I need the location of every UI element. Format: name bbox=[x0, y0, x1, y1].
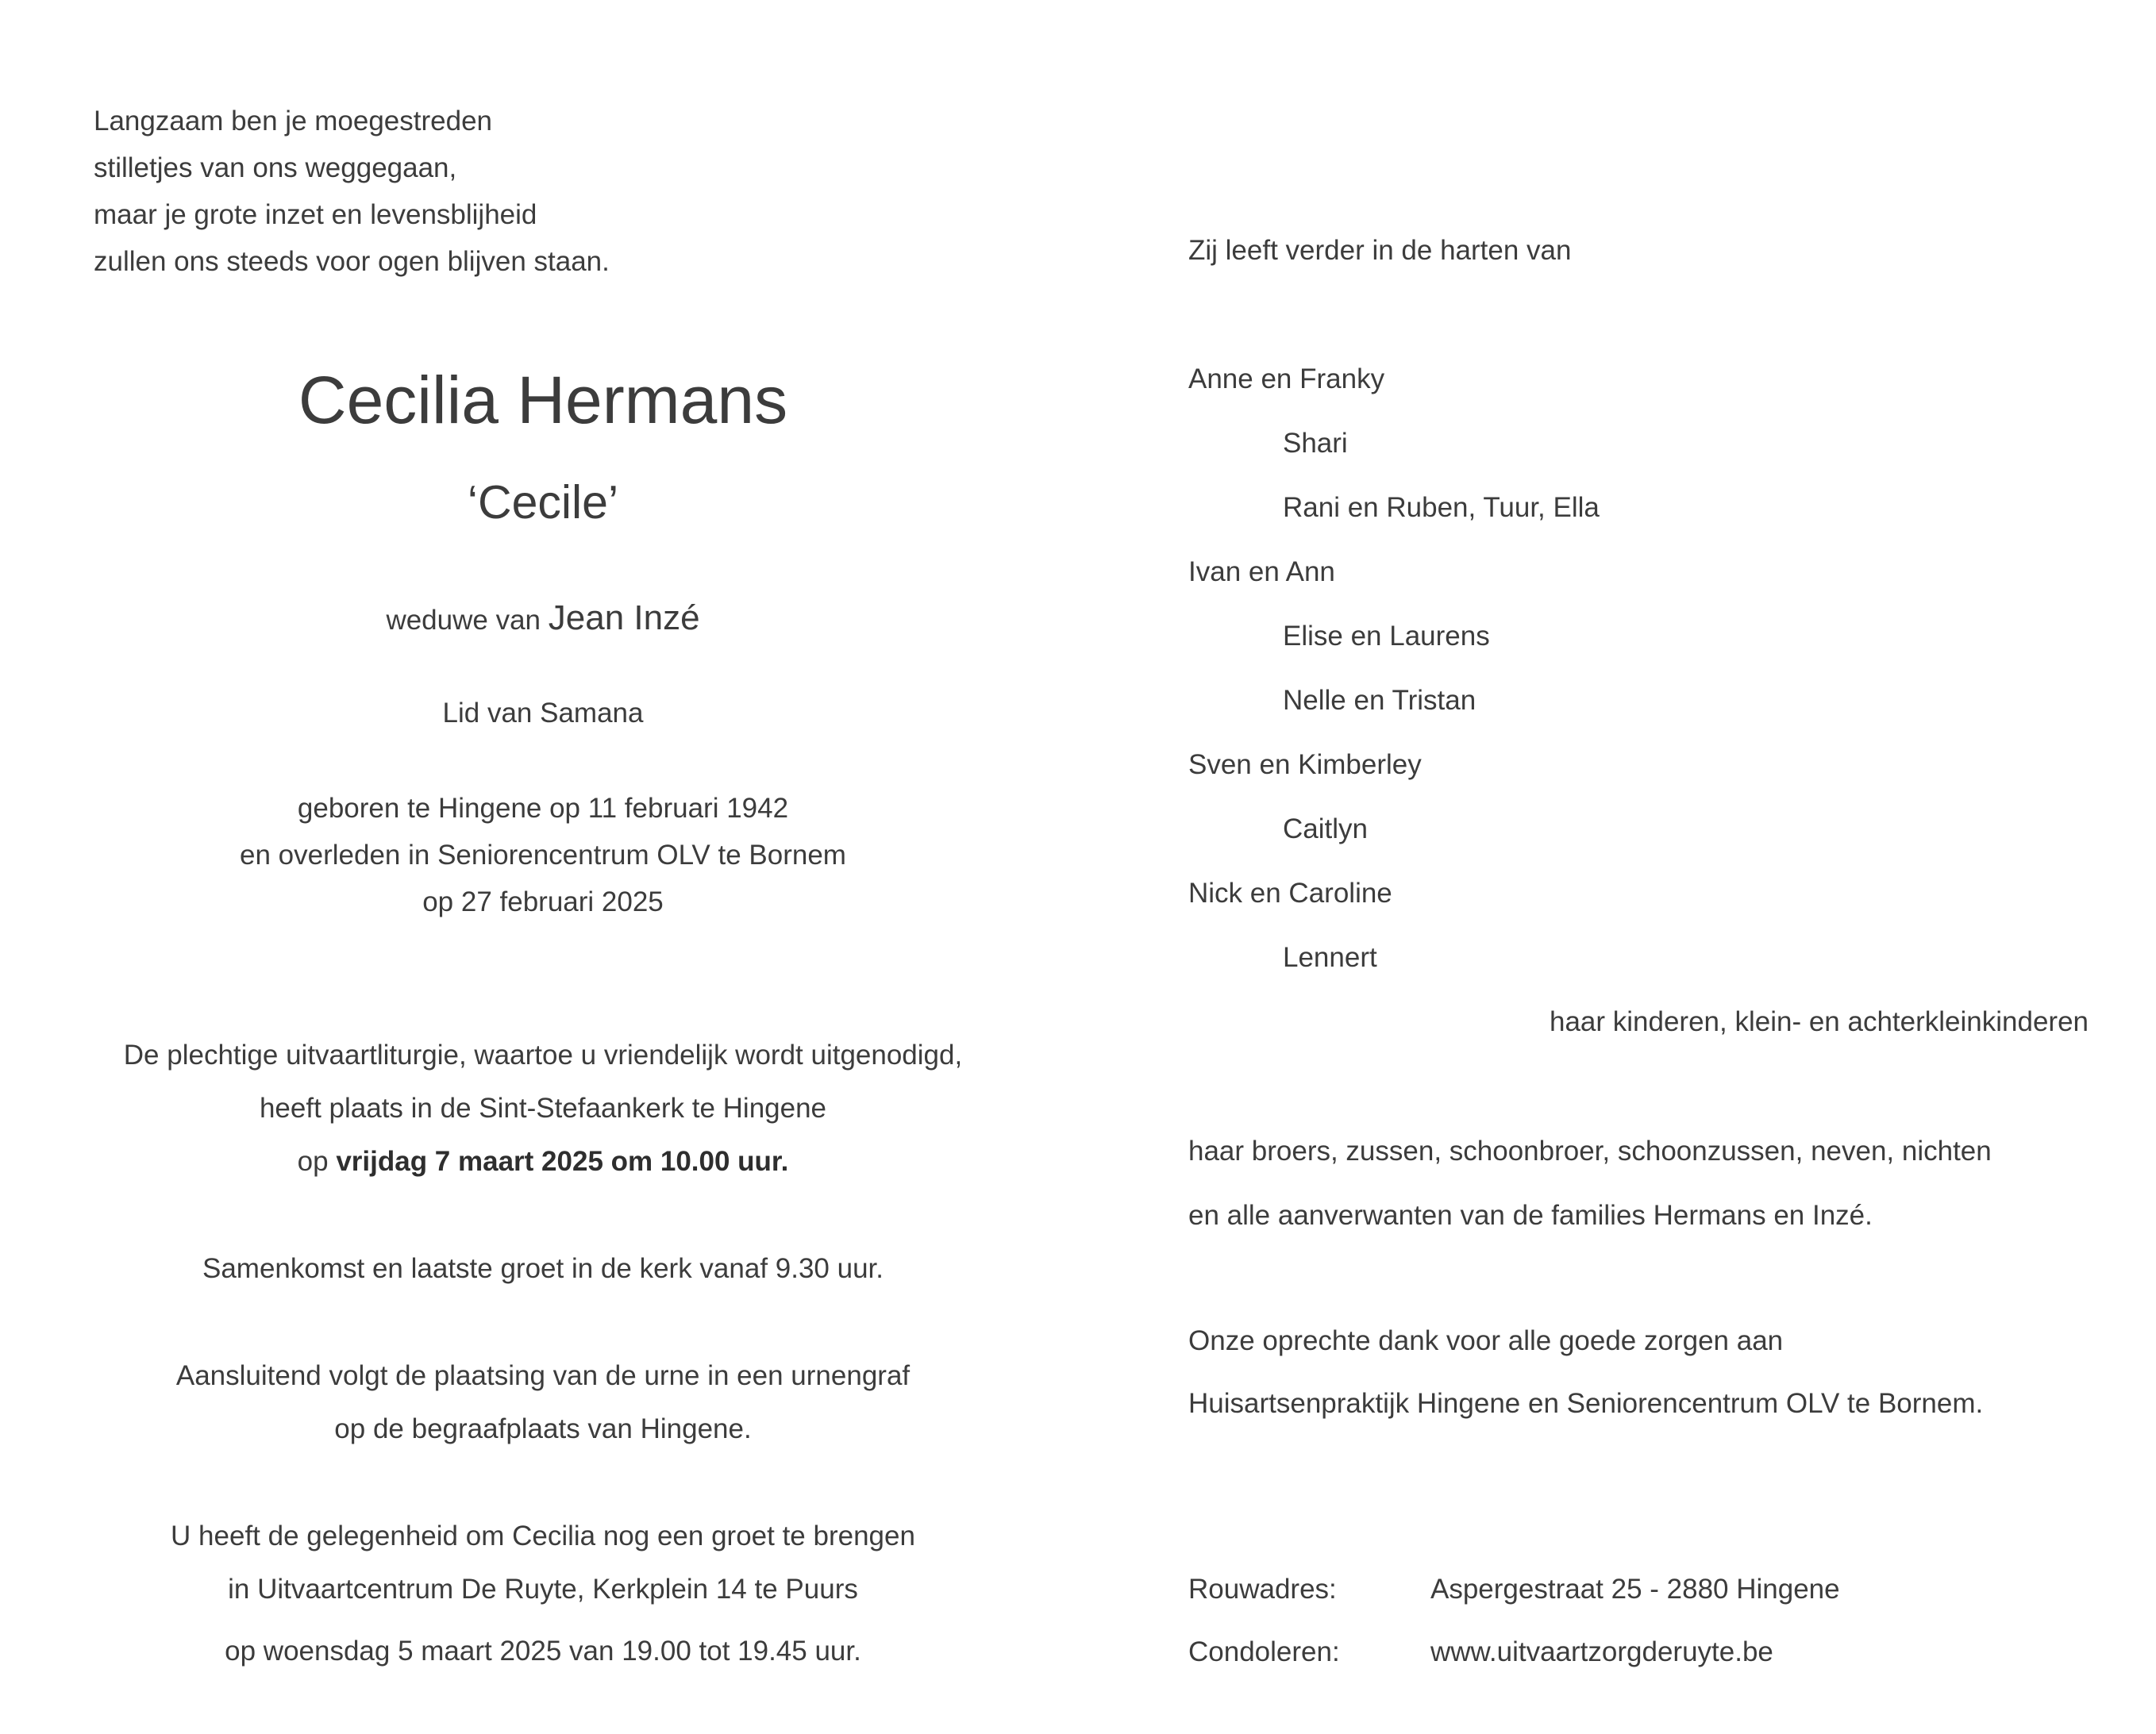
deceased-nickname: ‘Cecile’ bbox=[467, 476, 619, 529]
spouse-name: Jean Inzé bbox=[548, 598, 700, 637]
condolence-link[interactable]: www.uitvaartzorgderuyte.be bbox=[1430, 1636, 1773, 1667]
poem-line-3: maar je grote inzet en levensblijheid bbox=[94, 199, 537, 230]
ceremony-line-1: De plechtige uitvaartliturgie, waartoe u vriendelijk wordt uitgenodigd, bbox=[123, 1040, 963, 1071]
family-intro: Zij leeft verder in de harten van bbox=[1188, 235, 1572, 266]
family-member: Lennert bbox=[1283, 942, 1377, 973]
address-value: Aspergestraat 25 - 2880 Hingene bbox=[1430, 1574, 1840, 1605]
ceremony-line-3 bbox=[0, 1148, 1086, 1175]
urn-line-1: Aansluitend volgt de plaatsing van de urne in een urnengraf bbox=[175, 1360, 911, 1391]
birth-line: geboren te Hingene op 11 februari 1942 bbox=[297, 793, 789, 824]
death-date: op 27 februari 2025 bbox=[422, 886, 664, 917]
ceremony-line-2: heeft plaats in de Sint-Stefaankerk te Hingene bbox=[259, 1093, 827, 1124]
family-member: Sven en Kimberley bbox=[1188, 749, 1422, 780]
deceased-name: Cecilia Hermans bbox=[298, 363, 788, 437]
family-member: Caitlyn bbox=[1283, 813, 1368, 844]
poem-line-1: Langzaam ben je moegestreden bbox=[94, 106, 493, 136]
family-member: Elise en Laurens bbox=[1283, 621, 1490, 652]
visit-line-1: U heeft de gelegenheid om Cecilia nog een groet te brengen bbox=[171, 1521, 915, 1551]
condolence-label: Condoleren: bbox=[1188, 1636, 1340, 1667]
family-member: Rani en Ruben, Tuur, Ella bbox=[1283, 492, 1600, 523]
family-member: Anne en Franky bbox=[1188, 363, 1385, 394]
relatives-line-1: haar broers, zussen, schoonbroer, schoonzussen, neven, nichten bbox=[1188, 1136, 1992, 1167]
relatives-line-2: en alle aanverwanten van de families Hermans en Inzé. bbox=[1188, 1200, 1873, 1231]
ceremony-date-prefix: op bbox=[297, 1146, 329, 1177]
visit-line-2: in Uitvaartcentrum De Ruyte, Kerkplein 14 te Puurs bbox=[228, 1574, 858, 1605]
family-member: Nick en Caroline bbox=[1188, 878, 1392, 909]
visit-line-3: op woensdag 5 maart 2025 van 19.00 tot 19.45 uur. bbox=[225, 1636, 861, 1667]
widow-line bbox=[0, 598, 1086, 637]
poem-line-2: stilletjes van ons weggegaan, bbox=[94, 152, 457, 183]
thanks-line-2: Huisartsenpraktijk Hingene en Seniorencentrum OLV te Bornem. bbox=[1188, 1388, 1984, 1419]
death-line: en overleden in Seniorencentrum OLV te Bornem bbox=[240, 840, 846, 871]
ceremony-date: vrijdag 7 maart 2025 om 10.00 uur. bbox=[336, 1146, 789, 1177]
poem-line-4: zullen ons steeds voor ogen blijven staan. bbox=[94, 246, 610, 277]
address-label: Rouwadres: bbox=[1188, 1574, 1337, 1605]
membership: Lid van Samana bbox=[442, 698, 644, 729]
family-summary: haar kinderen, klein- en achterkleinkinderen bbox=[1549, 1006, 2089, 1037]
family-member: Shari bbox=[1283, 428, 1348, 459]
family-member: Nelle en Tristan bbox=[1283, 685, 1476, 716]
gathering-line: Samenkomst en laatste groet in de kerk vanaf 9.30 uur. bbox=[202, 1253, 884, 1284]
family-member: Ivan en Ann bbox=[1188, 556, 1335, 587]
thanks-line-1: Onze oprechte dank voor alle goede zorgen aan bbox=[1188, 1325, 1784, 1356]
widow-prefix: weduwe van bbox=[386, 605, 541, 636]
urn-line-2: op de begraafplaats van Hingene. bbox=[334, 1413, 752, 1444]
